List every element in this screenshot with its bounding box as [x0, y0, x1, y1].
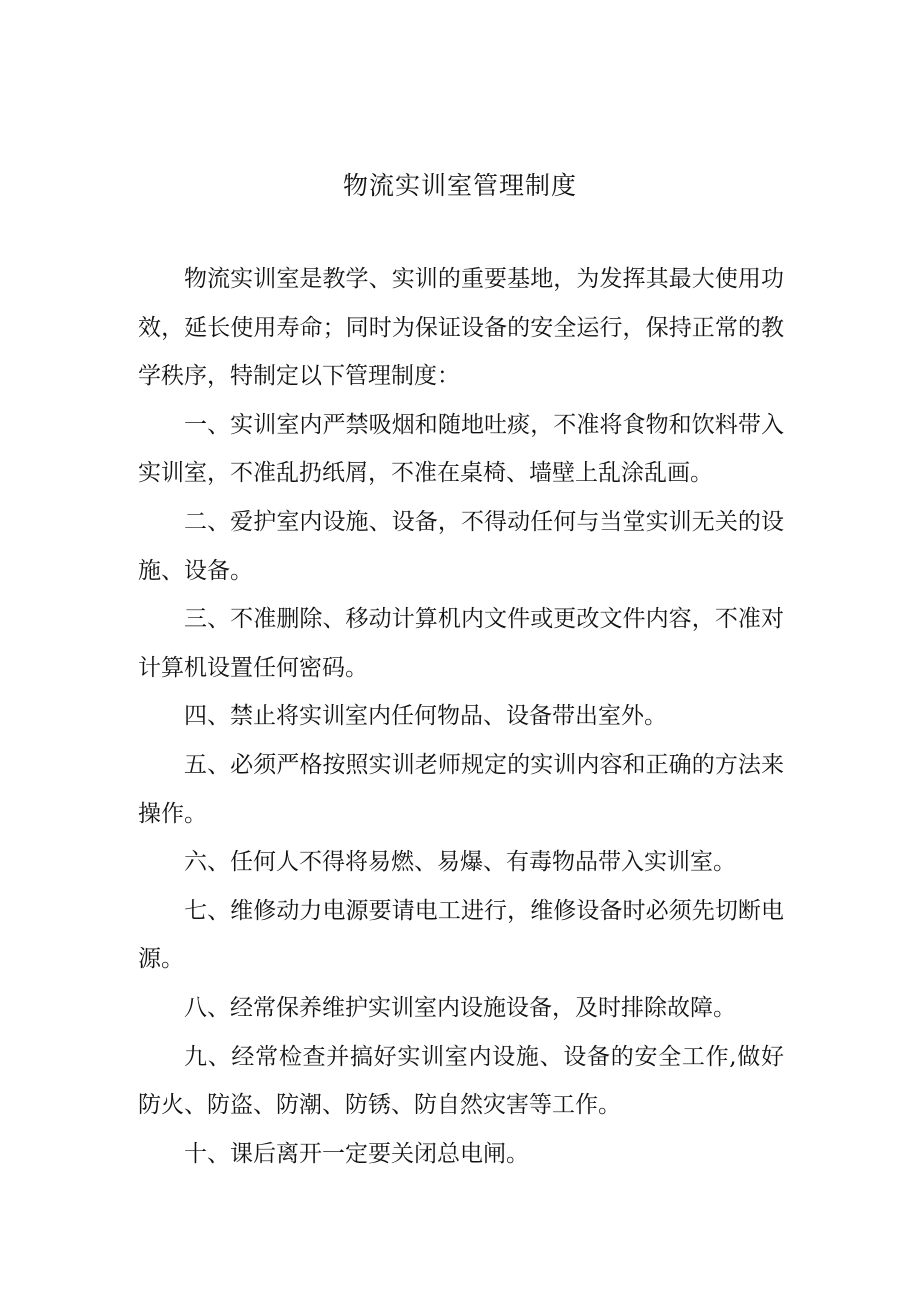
document-title: 物流实训室管理制度: [342, 171, 577, 200]
rule-7: 七、维修动力电源要请电工进行，维修设备时必须先切断电源。: [138, 897, 784, 973]
rule-4: 四、禁止将实训室内任何物品、设备带出室外。: [184, 703, 667, 730]
rule-5: 五、必须严格按照实训老师规定的实训内容和正确的方法来操作。: [138, 751, 784, 827]
rule-6: 六、任何人不得将易燃、易爆、有毒物品带入实训室。: [184, 849, 736, 876]
rule-8: 八、经常保养维护实训室内设施设备，及时排除故障。: [184, 994, 736, 1021]
rule-10: 十、课后离开一定要关闭总电闸。: [184, 1140, 529, 1167]
rule-1: 一、实训室内严禁吸烟和随地吐痰，不准将食物和饮料带入实训室，不准乱扔纸屑，不准在桌椅、墙壁上乱涂乱画。: [138, 411, 784, 487]
document-body: [138, 255, 784, 1178]
intro-paragraph: 物流实训室是教学、实训的重要基地，为发挥其最大使用功效，延长使用寿命；同时为保证设备的安全运行，保持正常的教学秩序，特制定以下管理制度：: [138, 266, 784, 390]
rule-2: 二、爱护室内设施、设备，不得动任何与当堂实训无关的设施、设备。: [138, 508, 784, 584]
rule-9: 九、经常检查并搞好实训室内设施、设备的安全工作,做好防火、防盗、防潮、防锈、防自然灾害等工作。: [138, 1043, 784, 1119]
rule-3: 三、不准删除、移动计算机内文件或更改文件内容，不准对计算机设置任何密码。: [138, 606, 784, 681]
